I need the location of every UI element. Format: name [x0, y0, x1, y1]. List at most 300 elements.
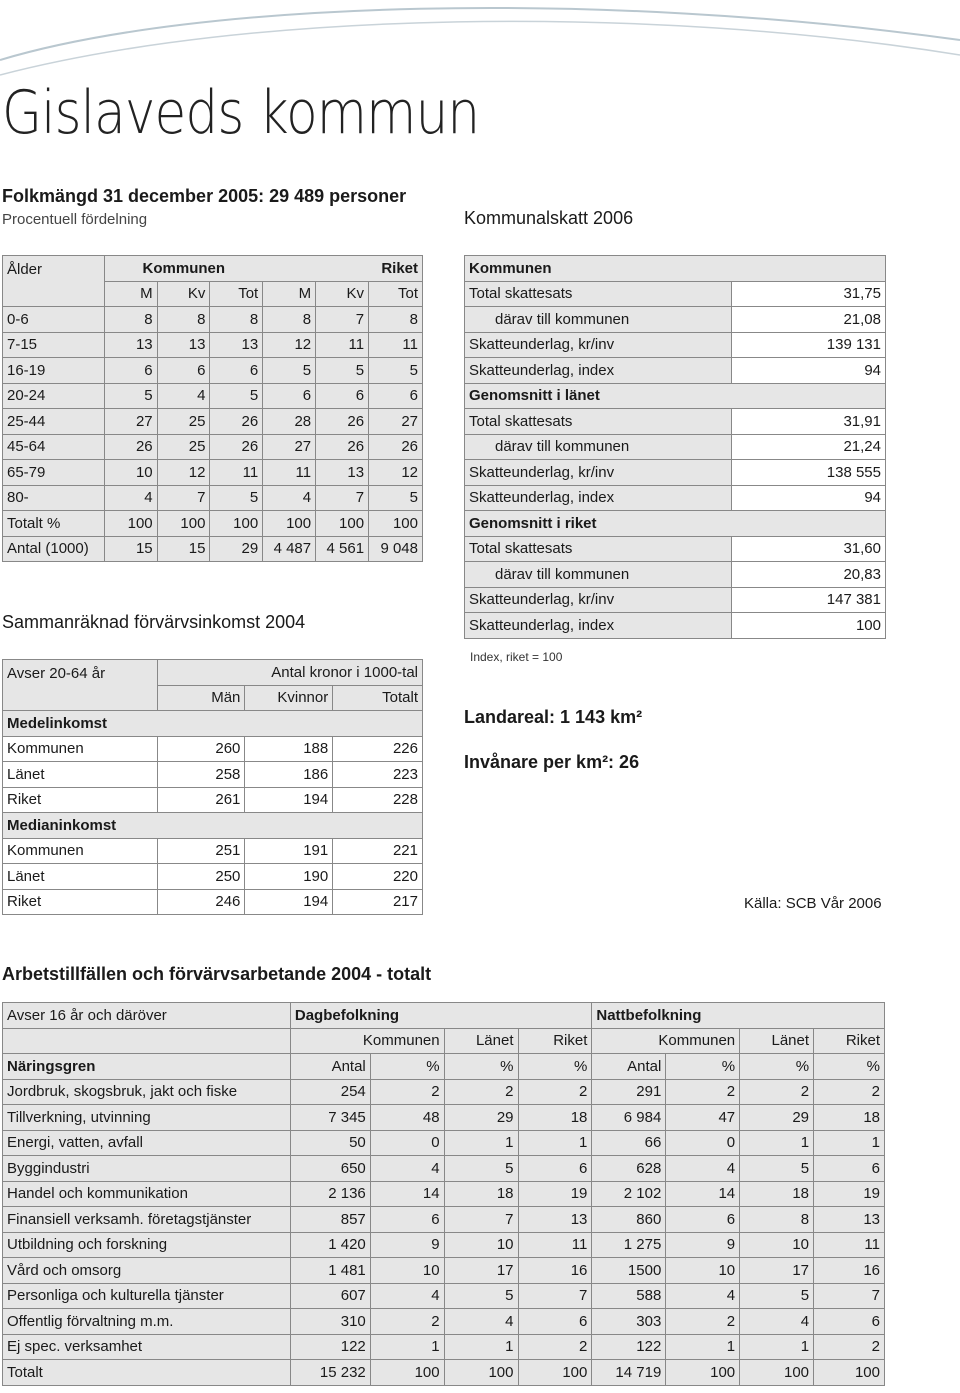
row-label: 65-79: [3, 460, 105, 486]
cell-value: 100: [210, 511, 263, 537]
table-row: [3, 1181, 885, 1207]
group-label: Genomsnitt i riket: [465, 511, 886, 537]
cell-value: 194: [245, 787, 333, 813]
cell-value: 5: [104, 383, 157, 409]
cell-value: 6: [814, 1309, 885, 1335]
cell-value: 11: [814, 1232, 885, 1258]
cell-value: 11: [369, 332, 423, 358]
row-label: Länet: [3, 864, 158, 890]
row-label: Offentlig förvaltning m.m.: [3, 1309, 291, 1335]
cell-value: 188: [245, 736, 333, 762]
cell-value: 147 381: [732, 587, 886, 613]
table-row: [3, 1360, 885, 1386]
region-header: Länet: [444, 1028, 518, 1054]
cell-value: 10: [104, 460, 157, 486]
subcol-header: Tot: [369, 281, 423, 307]
cell-value: 260: [157, 736, 245, 762]
unit-header: %: [666, 1054, 740, 1080]
cell-value: 15: [157, 536, 210, 562]
row-label: Ej spec. verksamhet: [3, 1334, 291, 1360]
row-label: Skatteunderlag, kr/inv: [465, 460, 732, 486]
cell-value: 31,60: [732, 536, 886, 562]
cell-value: 6: [370, 1207, 444, 1233]
cell-value: 1: [740, 1130, 814, 1156]
cell-value: 6: [316, 383, 369, 409]
cell-value: 5: [444, 1156, 518, 1182]
cell-value: 29: [210, 536, 263, 562]
cell-value: 1 481: [290, 1258, 370, 1284]
cell-value: 100: [157, 511, 210, 537]
table-row: [465, 307, 886, 333]
cell-value: 17: [444, 1258, 518, 1284]
row-label: Kommunen: [3, 838, 158, 864]
subcol-header: Tot: [210, 281, 263, 307]
region-header: Länet: [740, 1028, 814, 1054]
tax-note: Index, riket = 100: [470, 650, 563, 664]
income-col-header: Män: [157, 685, 245, 711]
cell-value: 26: [210, 434, 263, 460]
cell-value: 6 984: [592, 1105, 666, 1131]
cell-value: 7: [316, 307, 369, 333]
cell-value: 122: [592, 1334, 666, 1360]
table-row: [3, 864, 423, 890]
table-row: [3, 1130, 885, 1156]
cell-value: 6: [814, 1156, 885, 1182]
row-label: Skatteunderlag, index: [465, 358, 732, 384]
cell-value: 94: [732, 358, 886, 384]
cell-value: 5: [444, 1283, 518, 1309]
cell-value: 12: [157, 460, 210, 486]
cell-value: 7: [814, 1283, 885, 1309]
cell-value: 8: [263, 307, 316, 333]
cell-value: 12: [369, 460, 423, 486]
table-row: [465, 485, 886, 511]
group-row: [3, 711, 423, 737]
row-label: därav till kommunen: [465, 307, 732, 333]
cell-value: 7: [316, 485, 369, 511]
cell-value: 2 102: [592, 1181, 666, 1207]
cell-value: 26: [369, 434, 423, 460]
cell-value: 13: [157, 332, 210, 358]
table-row: [465, 434, 886, 460]
work-table: [2, 1002, 885, 1386]
cell-value: 6: [104, 358, 157, 384]
cell-value: 4 487: [263, 536, 316, 562]
cell-value: 100: [518, 1360, 592, 1386]
cell-value: 6: [210, 358, 263, 384]
cell-value: 588: [592, 1283, 666, 1309]
cell-value: 31,91: [732, 409, 886, 435]
cell-value: 7: [518, 1283, 592, 1309]
cell-value: 2: [740, 1079, 814, 1105]
unit-header: %: [814, 1054, 885, 1080]
cell-value: 10: [740, 1232, 814, 1258]
group-row: [465, 256, 886, 282]
land-area: Landareal: 1 143 km²: [464, 707, 643, 727]
source-note: Källa: SCB Vår 2006: [744, 895, 882, 912]
cell-value: 4: [157, 383, 210, 409]
cell-value: 11: [210, 460, 263, 486]
cell-value: 5: [210, 383, 263, 409]
cell-value: 258: [157, 762, 245, 788]
row-label: Total skattesats: [465, 536, 732, 562]
cell-value: 5: [740, 1156, 814, 1182]
cell-value: 94: [732, 485, 886, 511]
cell-value: 122: [290, 1334, 370, 1360]
cell-value: 10: [370, 1258, 444, 1284]
cell-value: 27: [369, 409, 423, 435]
cell-value: 14: [666, 1181, 740, 1207]
dag-header: Dagbefolkning: [290, 1003, 592, 1029]
cell-value: 2: [370, 1309, 444, 1335]
table-row: [3, 1232, 885, 1258]
cell-value: 7 345: [290, 1105, 370, 1131]
cell-value: 0: [370, 1130, 444, 1156]
row-label: Finansiell verksamh. företagstjänster: [3, 1207, 291, 1233]
cell-value: 7: [157, 485, 210, 511]
cell-value: 31,75: [732, 281, 886, 307]
row-label: därav till kommunen: [465, 562, 732, 588]
cell-value: 12: [263, 332, 316, 358]
row-label: Jordbruk, skogsbruk, jakt och fiske: [3, 1079, 291, 1105]
cell-value: 100: [370, 1360, 444, 1386]
table-row: [3, 889, 423, 915]
row-label: 20-24: [3, 383, 105, 409]
age-header: Ålder: [3, 256, 105, 307]
cell-value: 15 232: [290, 1360, 370, 1386]
subcol-header: Kv: [157, 281, 210, 307]
cell-value: 25: [157, 434, 210, 460]
table-row: [465, 460, 886, 486]
group-label: Medianinkomst: [3, 813, 423, 839]
cell-value: 5: [740, 1283, 814, 1309]
row-label: Vård och omsorg: [3, 1258, 291, 1284]
cell-value: 217: [333, 889, 423, 915]
table-row: [3, 1258, 885, 1284]
region-header: Riket: [814, 1028, 885, 1054]
population-heading: Folkmängd 31 december 2005: 29 489 personer: [2, 186, 407, 206]
table-row: [3, 1309, 885, 1335]
cell-value: 13: [518, 1207, 592, 1233]
cell-value: 4: [104, 485, 157, 511]
cell-value: 20,83: [732, 562, 886, 588]
cell-value: 2: [444, 1079, 518, 1105]
cell-value: 6: [666, 1207, 740, 1233]
cell-value: 221: [333, 838, 423, 864]
cell-value: 18: [814, 1105, 885, 1131]
row-label: Totalt %: [3, 511, 105, 537]
cell-value: 190: [245, 864, 333, 890]
cell-value: 2: [370, 1079, 444, 1105]
group-label: Medelinkomst: [3, 711, 423, 737]
row-label: Kommunen: [3, 736, 158, 762]
cell-value: 26: [316, 409, 369, 435]
cell-value: 1 275: [592, 1232, 666, 1258]
cell-value: 2: [518, 1334, 592, 1360]
cell-value: 8: [157, 307, 210, 333]
tax-heading: Kommunalskatt 2006: [464, 208, 634, 228]
cell-value: 246: [157, 889, 245, 915]
cell-value: 194: [245, 889, 333, 915]
cell-value: 18: [518, 1105, 592, 1131]
cell-value: 100: [104, 511, 157, 537]
cell-value: 6: [157, 358, 210, 384]
table-row: [465, 587, 886, 613]
table-row: [465, 409, 886, 435]
cell-value: 310: [290, 1309, 370, 1335]
table-row: [3, 1334, 885, 1360]
cell-value: 8: [104, 307, 157, 333]
table-row: [3, 1283, 885, 1309]
table-row: [465, 332, 886, 358]
cell-value: 13: [210, 332, 263, 358]
cell-value: 8: [369, 307, 423, 333]
cell-value: 2: [666, 1079, 740, 1105]
population-subheading: Procentuell fördelning: [2, 211, 148, 228]
table-row: [3, 307, 423, 333]
table-row: [3, 536, 423, 562]
cell-value: 26: [316, 434, 369, 460]
table-row: [3, 762, 423, 788]
cell-value: 2: [814, 1079, 885, 1105]
cell-value: 100: [444, 1360, 518, 1386]
cell-value: 228: [333, 787, 423, 813]
row-label: Riket: [3, 787, 158, 813]
table-row: [3, 736, 423, 762]
group-row: [465, 511, 886, 537]
cell-value: 857: [290, 1207, 370, 1233]
cell-value: 220: [333, 864, 423, 890]
cell-value: 5: [369, 485, 423, 511]
row-label: Riket: [3, 889, 158, 915]
cell-value: 100: [316, 511, 369, 537]
row-label: Totalt: [3, 1360, 291, 1386]
page-title: Gislaveds kommun: [2, 78, 480, 148]
cell-value: 28: [263, 409, 316, 435]
unit-header: Antal: [290, 1054, 370, 1080]
cell-value: 19: [518, 1181, 592, 1207]
cell-value: 18: [740, 1181, 814, 1207]
row-label: 45-64: [3, 434, 105, 460]
cell-value: 303: [592, 1309, 666, 1335]
cell-value: 19: [814, 1181, 885, 1207]
cell-value: 27: [263, 434, 316, 460]
income-avser: Avser 20-64 år: [3, 660, 158, 711]
table-row: [3, 787, 423, 813]
table-row: [3, 383, 423, 409]
cell-value: 10: [666, 1258, 740, 1284]
income-unit: Antal kronor i 1000-tal: [157, 660, 422, 686]
subcol-header: M: [263, 281, 316, 307]
unit-header: %: [444, 1054, 518, 1080]
cell-value: 25: [157, 409, 210, 435]
cell-value: 47: [666, 1105, 740, 1131]
table-row: [3, 1156, 885, 1182]
region-header: Kommunen: [592, 1028, 740, 1054]
cell-value: 2: [814, 1334, 885, 1360]
cell-value: 26: [104, 434, 157, 460]
cell-value: 7: [444, 1207, 518, 1233]
row-label: Tillverkning, utvinning: [3, 1105, 291, 1131]
unit-header: %: [518, 1054, 592, 1080]
cell-value: 4: [263, 485, 316, 511]
cell-value: 13: [104, 332, 157, 358]
table-row: [3, 838, 423, 864]
cell-value: 8: [210, 307, 263, 333]
table-row: [465, 562, 886, 588]
cell-value: 100: [740, 1360, 814, 1386]
work-avser: Avser 16 år och däröver: [3, 1003, 291, 1029]
cell-value: 1: [444, 1334, 518, 1360]
cell-value: 4: [370, 1156, 444, 1182]
table-row: [3, 409, 423, 435]
cell-value: 9: [370, 1232, 444, 1258]
row-label: Antal (1000): [3, 536, 105, 562]
tax-table: [464, 255, 886, 639]
income-table: [2, 659, 423, 915]
cell-value: 226: [333, 736, 423, 762]
cell-value: 0: [666, 1130, 740, 1156]
row-label: Skatteunderlag, index: [465, 485, 732, 511]
population-density: Invånare per km²: 26: [464, 752, 640, 772]
subcol-header: M: [104, 281, 157, 307]
cell-value: 1: [518, 1130, 592, 1156]
cell-value: 1: [444, 1130, 518, 1156]
cell-value: 100: [814, 1360, 885, 1386]
cell-value: 9 048: [369, 536, 423, 562]
cell-value: 1: [370, 1334, 444, 1360]
table-row: [465, 281, 886, 307]
table-row: [3, 1105, 885, 1131]
table-row: [465, 536, 886, 562]
cell-value: 223: [333, 762, 423, 788]
group-label: Genomsnitt i länet: [465, 383, 886, 409]
row-label: Byggindustri: [3, 1156, 291, 1182]
cell-value: 21,08: [732, 307, 886, 333]
cell-value: 4: [666, 1156, 740, 1182]
cell-value: 100: [666, 1360, 740, 1386]
cell-value: 1: [740, 1334, 814, 1360]
cell-value: 1: [814, 1130, 885, 1156]
cell-value: 16: [518, 1258, 592, 1284]
table-row: [3, 460, 423, 486]
cell-value: 1500: [592, 1258, 666, 1284]
cell-value: 250: [157, 864, 245, 890]
population-table: [2, 255, 423, 562]
row-label: Utbildning och forskning: [3, 1232, 291, 1258]
cell-value: 607: [290, 1283, 370, 1309]
row-label: Energi, vatten, avfall: [3, 1130, 291, 1156]
cell-value: 50: [290, 1130, 370, 1156]
table-row: [3, 358, 423, 384]
cell-value: 10: [444, 1232, 518, 1258]
row-label: Personliga och kulturella tjänster: [3, 1283, 291, 1309]
cell-value: 1: [666, 1334, 740, 1360]
cell-value: 628: [592, 1156, 666, 1182]
table-row: [3, 332, 423, 358]
cell-value: 191: [245, 838, 333, 864]
row-label: Länet: [3, 762, 158, 788]
cell-value: 5: [210, 485, 263, 511]
cell-value: 6: [518, 1156, 592, 1182]
group-row: [3, 813, 423, 839]
cell-value: 186: [245, 762, 333, 788]
natt-header: Nattbefolkning: [592, 1003, 885, 1029]
cell-value: 27: [104, 409, 157, 435]
unit-header: %: [370, 1054, 444, 1080]
kommunen-header: Kommunen: [104, 256, 262, 282]
row-label: 25-44: [3, 409, 105, 435]
group-label: Kommunen: [465, 256, 886, 282]
cell-value: 16: [814, 1258, 885, 1284]
cell-value: 17: [740, 1258, 814, 1284]
cell-value: 4: [666, 1283, 740, 1309]
row-label: därav till kommunen: [465, 434, 732, 460]
group-row: [465, 383, 886, 409]
cell-value: 860: [592, 1207, 666, 1233]
cell-value: 2 136: [290, 1181, 370, 1207]
cell-value: 4 561: [316, 536, 369, 562]
cell-value: 29: [444, 1105, 518, 1131]
cell-value: 11: [518, 1232, 592, 1258]
subcol-header: Kv: [316, 281, 369, 307]
region-header: Kommunen: [290, 1028, 444, 1054]
cell-value: 13: [316, 460, 369, 486]
table-row: [3, 434, 423, 460]
table-row: [3, 511, 423, 537]
cell-value: 18: [444, 1181, 518, 1207]
cell-value: 26: [210, 409, 263, 435]
cell-value: 6: [369, 383, 423, 409]
cell-value: 650: [290, 1156, 370, 1182]
cell-value: 11: [263, 460, 316, 486]
table-row: [465, 358, 886, 384]
row-label: 80-: [3, 485, 105, 511]
cell-value: 100: [732, 613, 886, 639]
naringsgren-header: Näringsgren: [3, 1054, 291, 1080]
cell-value: 5: [369, 358, 423, 384]
row-label: 0-6: [3, 307, 105, 333]
income-col-header: Totalt: [333, 685, 423, 711]
cell-value: 48: [370, 1105, 444, 1131]
income-col-header: Kvinnor: [245, 685, 333, 711]
cell-value: 2: [518, 1079, 592, 1105]
cell-value: 15: [104, 536, 157, 562]
cell-value: 9: [666, 1232, 740, 1258]
table-row: [3, 1207, 885, 1233]
cell-value: 8: [740, 1207, 814, 1233]
cell-value: 100: [263, 511, 316, 537]
row-label: Skatteunderlag, index: [465, 613, 732, 639]
cell-value: 4: [370, 1283, 444, 1309]
unit-header: %: [740, 1054, 814, 1080]
cell-value: 5: [263, 358, 316, 384]
cell-value: 29: [740, 1105, 814, 1131]
work-heading: Arbetstillfällen och förvärvsarbetande 2004 - totalt: [2, 964, 432, 984]
cell-value: 21,24: [732, 434, 886, 460]
row-label: 16-19: [3, 358, 105, 384]
table-row: [465, 613, 886, 639]
table-row: [3, 1079, 885, 1105]
cell-value: 13: [814, 1207, 885, 1233]
riket-header: Riket: [263, 256, 423, 282]
cell-value: 291: [592, 1079, 666, 1105]
cell-value: 139 131: [732, 332, 886, 358]
cell-value: 14 719: [592, 1360, 666, 1386]
cell-value: 261: [157, 787, 245, 813]
cell-value: 2: [666, 1309, 740, 1335]
cell-value: 100: [369, 511, 423, 537]
